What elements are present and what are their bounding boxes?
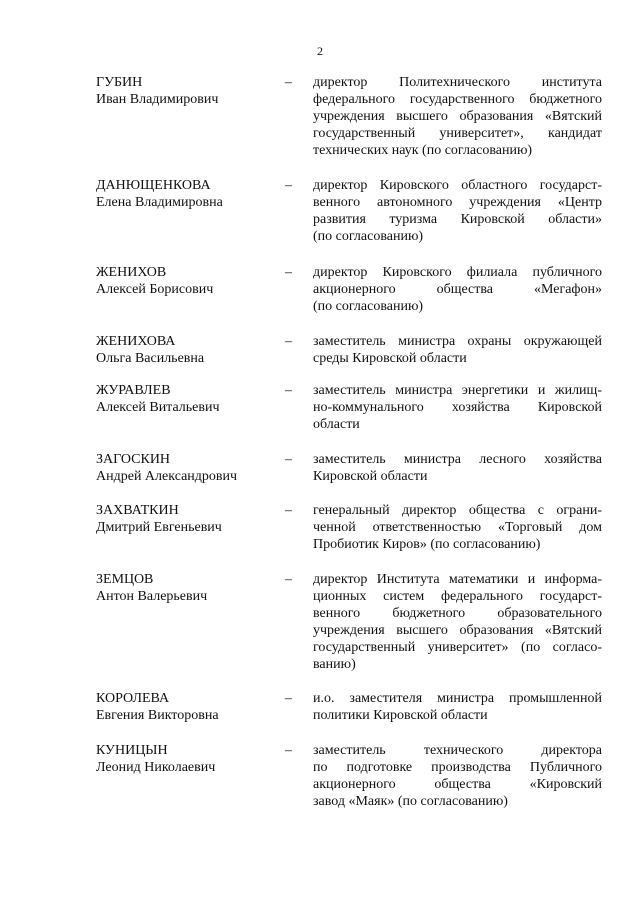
- member-name: [96, 74, 276, 108]
- member-name: [96, 571, 276, 605]
- position-line: среды Кировской области: [313, 351, 467, 366]
- position-line: государственный университет», кандидат: [313, 126, 602, 141]
- separator-dash: –: [285, 572, 292, 587]
- member-name: [96, 502, 276, 536]
- position-line: ченной ответственностью «Торговый дом: [313, 520, 602, 535]
- separator-dash: –: [285, 743, 292, 758]
- position-line: технических наук (по согласованию): [313, 143, 533, 158]
- member-surname: ЖУРАВЛЕВ: [96, 383, 171, 398]
- member-given-name: Дмитрий Евгеньевич: [96, 520, 222, 535]
- member-given-name: Елена Владимировна: [96, 195, 223, 210]
- member-position: [313, 502, 602, 553]
- member-name: [96, 333, 276, 367]
- separator-dash: –: [285, 503, 292, 518]
- position-line: федерального государственного бюджетного: [313, 92, 602, 107]
- position-line: директор Кировского областного государст-: [313, 178, 602, 193]
- member-surname: ГУБИН: [96, 75, 143, 90]
- position-line: Кировской области: [313, 469, 428, 484]
- member-given-name: Андрей Александрович: [96, 469, 238, 484]
- member-given-name: Леонид Николаевич: [96, 760, 216, 775]
- position-line: области: [313, 417, 360, 432]
- member-given-name: Алексей Витальевич: [96, 400, 220, 415]
- member-name: [96, 451, 276, 485]
- member-surname: ЗЕМЦОВ: [96, 572, 154, 587]
- position-line: по подготовке производства Публичного: [313, 760, 602, 775]
- member-surname: КУНИЦЫН: [96, 743, 168, 758]
- position-line: заместитель министра энергетики и жилищ-: [313, 383, 602, 398]
- member-position: [313, 264, 602, 315]
- member-surname: КОРОЛЕВА: [96, 691, 170, 706]
- member-position: [313, 690, 602, 724]
- separator-dash: –: [285, 75, 292, 90]
- member-surname: ЖЕНИХОВ: [96, 265, 167, 280]
- separator-dash: –: [285, 178, 292, 193]
- position-line: директор Института математики и информа-: [313, 572, 602, 587]
- position-line: ванию): [313, 657, 356, 672]
- member-surname: ЗАГОСКИН: [96, 452, 171, 467]
- position-line: директор Политехнического института: [313, 75, 602, 90]
- position-line: Пробиотик Киров» (по согласованию): [313, 537, 541, 552]
- position-line: ционных систем федерального государст-: [313, 589, 602, 604]
- position-line: акционерного общества «Кировский: [313, 777, 602, 792]
- position-line: учреждения высшего образования «Вятский: [313, 623, 602, 638]
- member-name: [96, 742, 276, 776]
- member-given-name: Ольга Васильевна: [96, 351, 205, 366]
- member-name: [96, 264, 276, 298]
- member-surname: ДАНЮЩЕНКОВА: [96, 178, 211, 193]
- position-line: и.о. заместителя министра промышленной: [313, 691, 602, 706]
- position-line: заместитель технического директора: [313, 743, 602, 758]
- member-given-name: Антон Валерьевич: [96, 589, 208, 604]
- position-line: государственный университет» (по согласо-: [313, 640, 602, 655]
- position-line: (по согласованию): [313, 299, 424, 314]
- position-line: венного автономного учреждения «Центр: [313, 195, 602, 210]
- member-position: [313, 177, 602, 245]
- position-line: развития туризма Кировской области»: [313, 212, 602, 227]
- position-line: директор Кировского филиала публичного: [313, 265, 602, 280]
- position-line: акционерного общества «Мегафон»: [313, 282, 602, 297]
- position-line: политики Кировской области: [313, 708, 488, 723]
- member-surname: ЗАХВАТКИН: [96, 503, 179, 518]
- member-given-name: Иван Владимирович: [96, 92, 219, 107]
- separator-dash: –: [285, 334, 292, 349]
- position-line: заместитель министра лесного хозяйства: [313, 452, 602, 467]
- position-line: учреждения высшего образования «Вятский: [313, 109, 602, 124]
- position-line: но-коммунального хозяйства Кировской: [313, 400, 602, 415]
- member-position: [313, 451, 602, 485]
- separator-dash: –: [285, 691, 292, 706]
- member-surname: ЖЕНИХОВА: [96, 334, 176, 349]
- separator-dash: –: [285, 383, 292, 398]
- separator-dash: –: [285, 265, 292, 280]
- member-position: [313, 571, 602, 673]
- member-name: [96, 690, 276, 724]
- member-given-name: Евгения Викторовна: [96, 708, 219, 723]
- member-name: [96, 382, 276, 416]
- member-position: [313, 742, 602, 810]
- position-line: (по согласованию): [313, 229, 424, 244]
- position-line: венного бюджетного образовательного: [313, 606, 602, 621]
- separator-dash: –: [285, 452, 292, 467]
- position-line: заместитель министра охраны окружающей: [313, 334, 602, 349]
- member-position: [313, 74, 602, 159]
- page-number: 2: [317, 44, 323, 58]
- member-name: [96, 177, 276, 211]
- position-line: генеральный директор общества с ограни-: [313, 503, 602, 518]
- member-given-name: Алексей Борисович: [96, 282, 214, 297]
- member-position: [313, 382, 602, 433]
- position-line: завод «Маяк» (по согласованию): [313, 794, 508, 809]
- member-position: [313, 333, 602, 367]
